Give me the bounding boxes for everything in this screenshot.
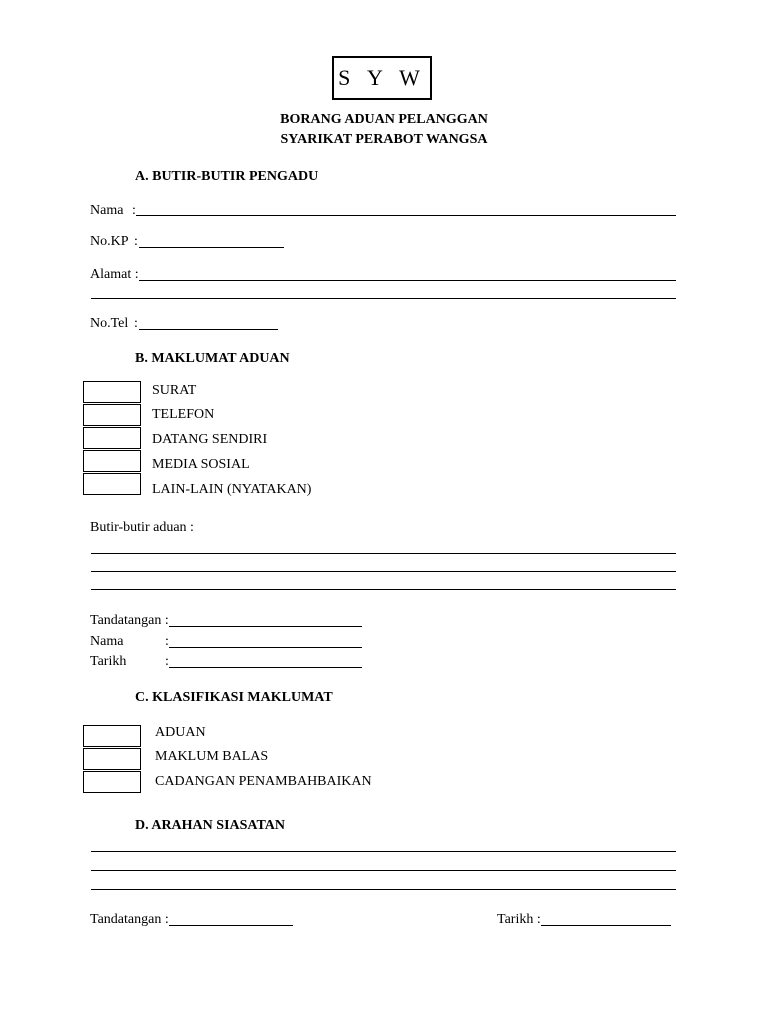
nama-b-colon: :: [165, 634, 169, 649]
section-a-heading: A. BUTIR-BUTIR PENGADU: [135, 169, 319, 184]
checkbox-maklum-balas[interactable]: [83, 748, 141, 770]
nama-field[interactable]: [136, 215, 676, 216]
alamat-field-line-1[interactable]: [139, 280, 676, 281]
butir-aduan-line-2[interactable]: [91, 571, 676, 572]
tandatangan-d-field[interactable]: [169, 925, 293, 926]
nokp-label: No.KP: [90, 234, 129, 249]
checkbox-cadangan[interactable]: [83, 771, 141, 793]
tandatangan-b-label: Tandatangan :: [90, 613, 169, 628]
option-media-sosial: MEDIA SOSIAL: [152, 457, 250, 472]
form-title: BORANG ADUAN PELANGGAN: [280, 112, 488, 127]
butir-aduan-label: Butir-butir aduan :: [90, 520, 194, 535]
alamat-field-line-2[interactable]: [91, 298, 676, 299]
checkbox-media-sosial[interactable]: [83, 450, 141, 472]
notel-colon: :: [134, 316, 138, 331]
checkbox-datang-sendiri[interactable]: [83, 427, 141, 449]
tarikh-b-field[interactable]: [169, 667, 362, 668]
tarikh-b-colon: :: [165, 654, 169, 669]
nama-b-field[interactable]: [169, 647, 362, 648]
option-lain-lain: LAIN-LAIN (NYATAKAN): [152, 482, 312, 497]
option-telefon: TELEFON: [152, 407, 215, 422]
tarikh-d-field[interactable]: [541, 925, 671, 926]
tarikh-b-label: Tarikh: [90, 654, 127, 669]
option-cadangan-penambahbaikan: CADANGAN PENAMBAHBAIKAN: [155, 774, 372, 789]
company-name: SYARIKAT PERABOT WANGSA: [280, 132, 488, 147]
nama-b-label: Nama: [90, 634, 124, 649]
tandatangan-b-field[interactable]: [169, 626, 362, 627]
option-surat: SURAT: [152, 383, 197, 398]
checkbox-lain-lain[interactable]: [83, 473, 141, 495]
notel-field[interactable]: [139, 329, 278, 330]
nokp-field[interactable]: [139, 247, 284, 248]
butir-aduan-line-3[interactable]: [91, 589, 676, 590]
checkbox-aduan[interactable]: [83, 725, 141, 747]
tarikh-d-label: Tarikh :: [497, 912, 541, 927]
arahan-line-2[interactable]: [91, 870, 676, 871]
section-d-heading: D. ARAHAN SIASATAN: [135, 818, 286, 833]
tandatangan-d-label: Tandatangan :: [90, 912, 169, 927]
option-datang-sendiri: DATANG SENDIRI: [152, 432, 268, 447]
checkbox-telefon[interactable]: [83, 404, 141, 426]
option-maklum-balas: MAKLUM BALAS: [155, 749, 269, 764]
company-logo-box: [332, 56, 432, 100]
arahan-line-1[interactable]: [91, 851, 676, 852]
section-b-heading: B. MAKLUMAT ADUAN: [135, 351, 290, 366]
option-aduan: ADUAN: [155, 725, 206, 740]
nama-colon: :: [132, 203, 136, 218]
alamat-label: Alamat :: [90, 267, 139, 282]
nokp-colon: :: [134, 234, 138, 249]
butir-aduan-line-1[interactable]: [91, 553, 676, 554]
arahan-line-3[interactable]: [91, 889, 676, 890]
logo-text: S Y W: [338, 65, 426, 90]
section-c-heading: C. KLASIFIKASI MAKLUMAT: [135, 690, 333, 705]
notel-label: No.Tel: [90, 316, 129, 331]
nama-label: Nama: [90, 203, 124, 218]
checkbox-surat[interactable]: [83, 381, 141, 403]
